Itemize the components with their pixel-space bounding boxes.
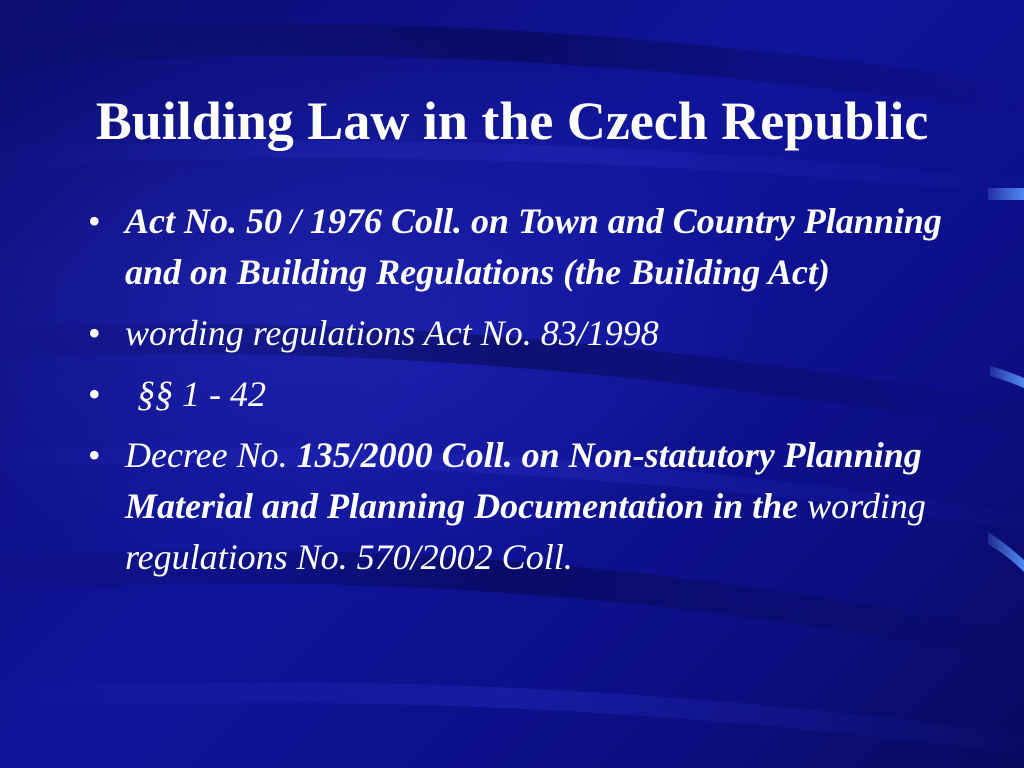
bullet-text-decree-wording: wording regulations No. 570/2002 Coll. <box>125 486 926 577</box>
bullet-item <box>88 308 968 359</box>
bullet-item <box>88 369 968 420</box>
slide-title: Building Law in the Czech Republic <box>95 91 929 151</box>
bullet-icon: • <box>88 435 101 475</box>
bullet-text: §§ 1 - 42 <box>137 374 266 414</box>
bullet-icon: • <box>88 313 101 353</box>
bullet-text-decree-bold: 135/2000 Coll. on Non-statutory Planning Material and Planning Documentation in the <box>125 435 922 526</box>
bullet-item <box>88 430 968 583</box>
bullet-text: Act No. 50 / 1976 Coll. on Town and Country Planning and on Building Regulations (the Building Act) <box>125 201 942 292</box>
bullet-text: wording regulations Act No. 83/1998 <box>125 313 659 353</box>
bullet-list <box>88 196 968 593</box>
bullet-icon: • <box>88 374 101 414</box>
bullet-item <box>88 196 968 298</box>
bullet-text-decree: Decree No. <box>125 435 297 475</box>
bullet-icon: • <box>88 201 101 241</box>
